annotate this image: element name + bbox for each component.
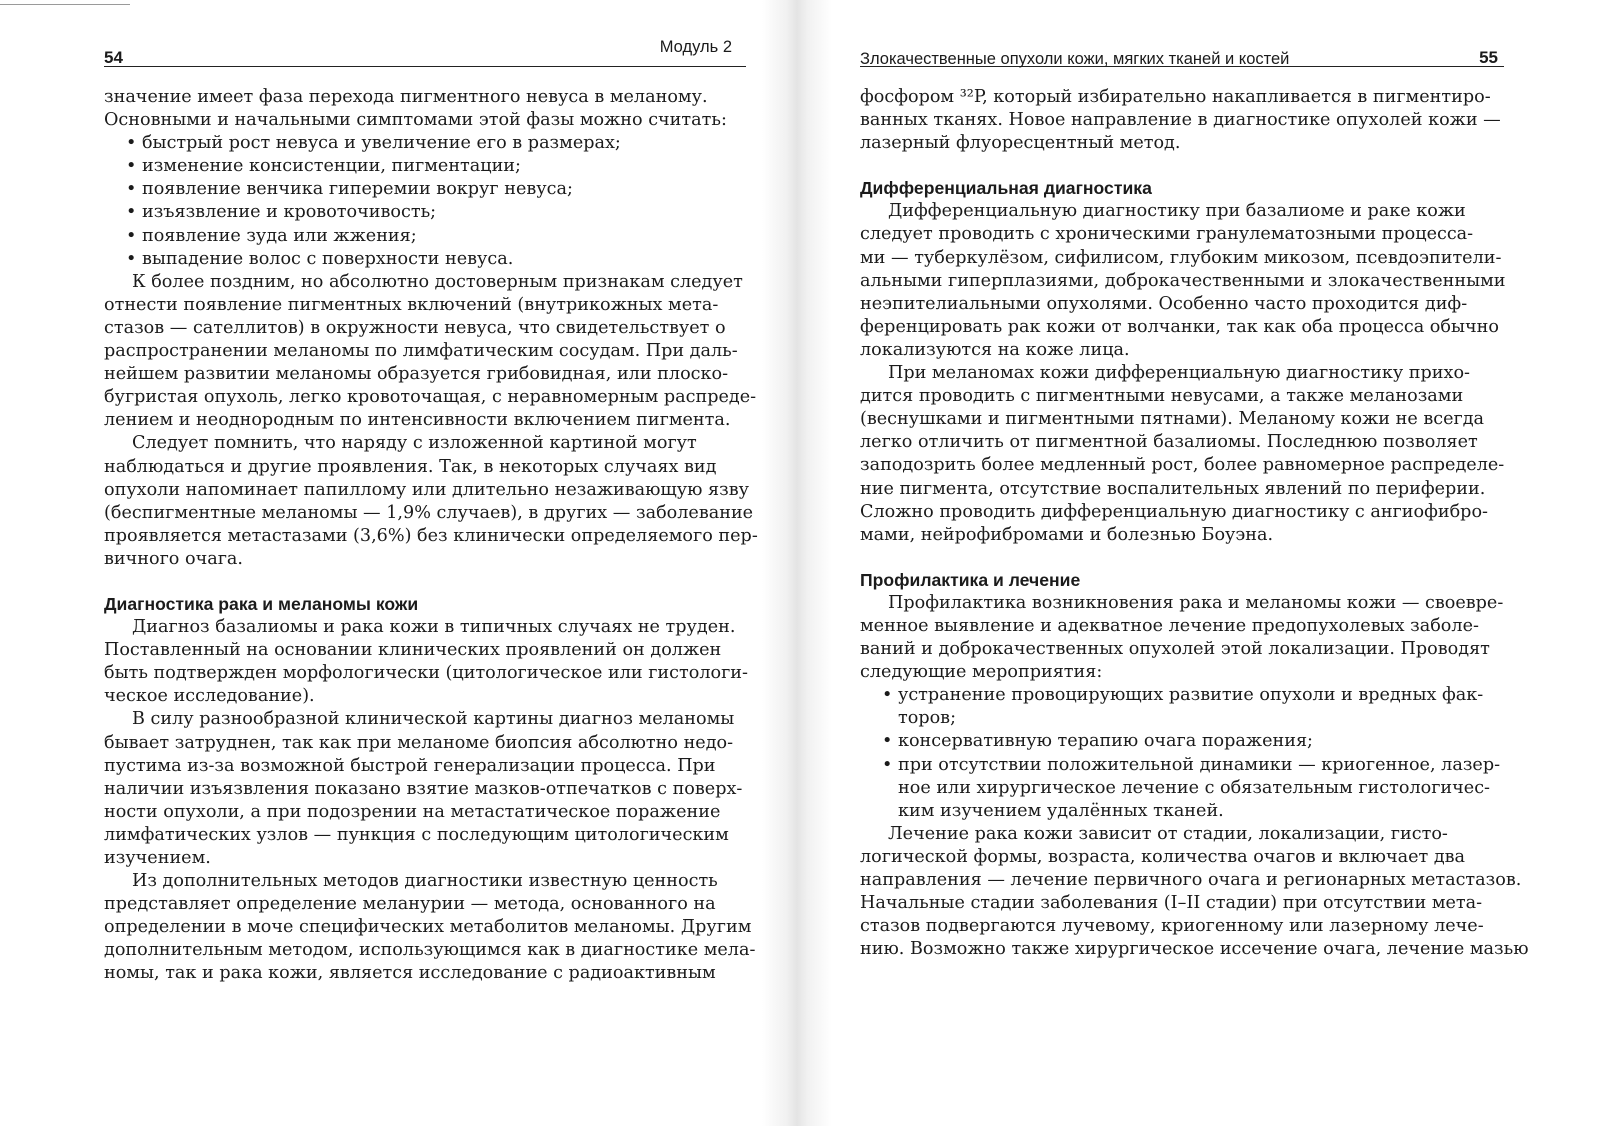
- text-line: В силу разнообразной клинической картины диагноз меланомы: [132, 709, 735, 730]
- text-line: номы, так и рака кожи, является исследование с радиоактивным: [104, 963, 716, 984]
- text-line: Поставленный на основании клинических проявлений он должен: [104, 640, 722, 661]
- text-line: Профилактика возникновения рака и меланомы кожи — своевре-: [888, 592, 1504, 613]
- text-line: следующие мероприятия:: [860, 662, 1103, 683]
- text-line: Начальные стадии заболевания (I–II стадии) при отсутствии мета-: [860, 893, 1483, 914]
- text-line: К более поздним, но абсолютно достоверным признакам следует: [132, 271, 743, 292]
- text-line: опухоли напоминает папиллому или длительно незаживающую язву: [104, 479, 750, 500]
- text-line: Из дополнительных методов диагностики известную ценность: [132, 871, 718, 892]
- text-line: лимфатических узлов — пункция с последующим цитологическим: [104, 824, 729, 845]
- bullet-line: • появление зуда или жжения;: [126, 225, 417, 246]
- book-gutter: [762, 0, 832, 1126]
- section-heading: Дифференциальная диагностика: [860, 178, 1152, 199]
- text-line: Сложно проводить дифференциальную диагностику с ангиофибро-: [860, 501, 1488, 522]
- text-line: лазерный флуоресцентный метод.: [860, 133, 1181, 154]
- text-line: Основными и начальными симптомами этой фазы можно считать:: [104, 110, 727, 131]
- text-line: фосфором ³²P, который избирательно накапливается в пигментиро-: [860, 87, 1491, 107]
- text-line: представляет определение меланурии — метода, основанного на: [104, 894, 716, 915]
- bullet-line: • изъязвление и кровоточивость;: [126, 202, 437, 223]
- page-number: 54: [104, 48, 123, 67]
- text-line: быть подтвержден морфологически (цитологическое или гистологи-: [104, 663, 748, 684]
- text-line: локализуются на коже лица.: [860, 339, 1130, 360]
- text-line: вичного очага.: [104, 548, 243, 569]
- text-line: распространении меланомы по лимфатическим сосудам. При даль-: [104, 341, 738, 362]
- text-line: лением и неоднородным по интенсивности включением пигмента.: [104, 410, 731, 431]
- section-gap: [104, 571, 746, 593]
- text-line: наличии изъязвления показано взятие мазков-отпечатков с поверх-: [104, 778, 743, 799]
- text-line: нию. Возможно также хирургическое иссечение очага, лечение мазью: [860, 939, 1529, 960]
- text-line: (беспигментные меланомы — 1,9% случаев), в других — заболевание: [104, 502, 754, 523]
- text-line: неэпителиальными опухолями. Особенно часто проходится диф-: [860, 293, 1468, 314]
- right-page-header: [860, 38, 1504, 67]
- text-line: стазов подвергаются лучевому, криогенному или лазерному лече-: [860, 916, 1484, 937]
- text-line: бугристая опухоль, легко кровоточащая, с неравномерным распреде-: [104, 387, 757, 408]
- text-line: Дифференциальную диагностику при базалиоме и раке кожи: [888, 201, 1466, 222]
- text-line: следует проводить с хроническими гранулематозными процесса-: [860, 224, 1474, 245]
- bullet-line: ким изучением удалённых тканей.: [898, 800, 1224, 821]
- text-line: логической формы, возраста, количества очагов и включает два: [860, 846, 1466, 867]
- page-number: 55: [1479, 48, 1498, 67]
- scan-edge-mark: [0, 4, 130, 5]
- section-gap: [860, 155, 1504, 177]
- left-page-header: [104, 38, 746, 67]
- text-line: заподозрить более медленный рост, более равномерное распределе-: [860, 455, 1505, 476]
- text-line: наблюдаться и другие проявления. Так, в некоторых случаях вид: [104, 456, 717, 477]
- bullet-line: • устранение провоцирующих развитие опухоли и вредных фак-: [882, 685, 1484, 706]
- text-line: (веснушками и пигментными пятнами). Меланому кожи не всегда: [860, 409, 1485, 430]
- text-line: дополнительным методом, использующимся как в диагностике мела-: [104, 940, 756, 961]
- text-line: альными гиперплазиями, доброкачественными и злокачественными: [860, 270, 1506, 291]
- text-line: ние пигмента, отсутствие воспалительных явлений по периферии.: [860, 478, 1486, 499]
- bullet-line: • быстрый рост невуса и увеличение его в размерах;: [126, 133, 621, 154]
- running-head: Модуль 2: [659, 38, 732, 56]
- right-page-text: [860, 86, 1529, 961]
- bullet-line: • при отсутствии положительной динамики — криогенное, лазер-: [882, 754, 1501, 775]
- bullet-line: • консервативную терапию очага поражения;: [882, 731, 1313, 752]
- text-line: значение имеет фаза перехода пигментного невуса в меланому.: [104, 87, 708, 107]
- bullet-line: торов;: [898, 708, 957, 729]
- text-line: Следует помнить, что наряду с изложенной картиной могут: [132, 433, 697, 454]
- text-line: ческое исследование).: [104, 686, 315, 707]
- text-line: бывает затруднен, так как при меланоме биопсия абсолютно недо-: [104, 732, 734, 753]
- text-line: ванных тканях. Новое направление в диагностике опухолей кожи —: [860, 110, 1501, 131]
- text-line: легко отличить от пигментной базалиомы. Последнюю позволяет: [860, 432, 1478, 453]
- bullet-line: • выпадение волос с поверхности невуса.: [126, 248, 514, 269]
- text-line: Диагноз базалиомы и рака кожи в типичных случаях не труден.: [132, 617, 736, 638]
- text-line: ференцировать рак кожи от волчанки, так как оба процесса обычно: [860, 316, 1499, 337]
- text-line: менное выявление и адекватное лечение предопухолевых заболе-: [860, 615, 1479, 636]
- section-gap: [860, 547, 1504, 569]
- text-line: дится проводить с пигментными невусами, а также меланозами: [860, 386, 1464, 407]
- bullet-line: • изменение консистенции, пигментации;: [126, 156, 521, 177]
- text-line: определении в моче специфических метаболитов меланомы. Другим: [104, 917, 752, 938]
- text-line: ми — туберкулёзом, сифилисом, глубоким микозом, псевдоэпители-: [860, 247, 1502, 268]
- bullet-line: ное или хирургическое лечение с обязательным гистологичес-: [898, 777, 1490, 798]
- text-line: проявляется метастазами (3,6%) без клинически определяемого пер-: [104, 525, 758, 546]
- text-line: нейшем развитии меланомы образуется грибовидная, или плоско-: [104, 364, 729, 385]
- section-heading: Диагностика рака и меланомы кожи: [104, 593, 419, 614]
- text-line: При меланомах кожи дифференциальную диагностику прихо-: [888, 363, 1470, 384]
- running-head: Злокачественные опухоли кожи, мягких тканей и костей: [860, 50, 1290, 68]
- section-heading: Профилактика и лечение: [860, 569, 1081, 590]
- text-line: отнести появление пигментных включений (внутрикожных мета-: [104, 294, 719, 315]
- text-line: пустима из-за возможной быстрой генерализации процесса. При: [104, 755, 716, 776]
- text-line: изучением.: [104, 848, 211, 868]
- text-line: ности опухоли, а при подозрении на метастатическое поражение: [104, 801, 721, 822]
- text-line: стазов — сателлитов) в окружности невуса, что свидетельствует о: [104, 317, 726, 338]
- left-page-text: [104, 86, 758, 986]
- text-line: ваний и доброкачественных опухолей этой локализации. Проводят: [860, 639, 1490, 660]
- text-line: мами, нейрофибромами и болезнью Боуэна.: [860, 524, 1274, 545]
- text-line: Лечение рака кожи зависит от стадии, локализации, гисто-: [888, 823, 1448, 844]
- text-line: направления — лечение первичного очага и регионарных метастазов.: [860, 870, 1522, 890]
- bullet-line: • появление венчика гиперемии вокруг невуса;: [126, 179, 573, 200]
